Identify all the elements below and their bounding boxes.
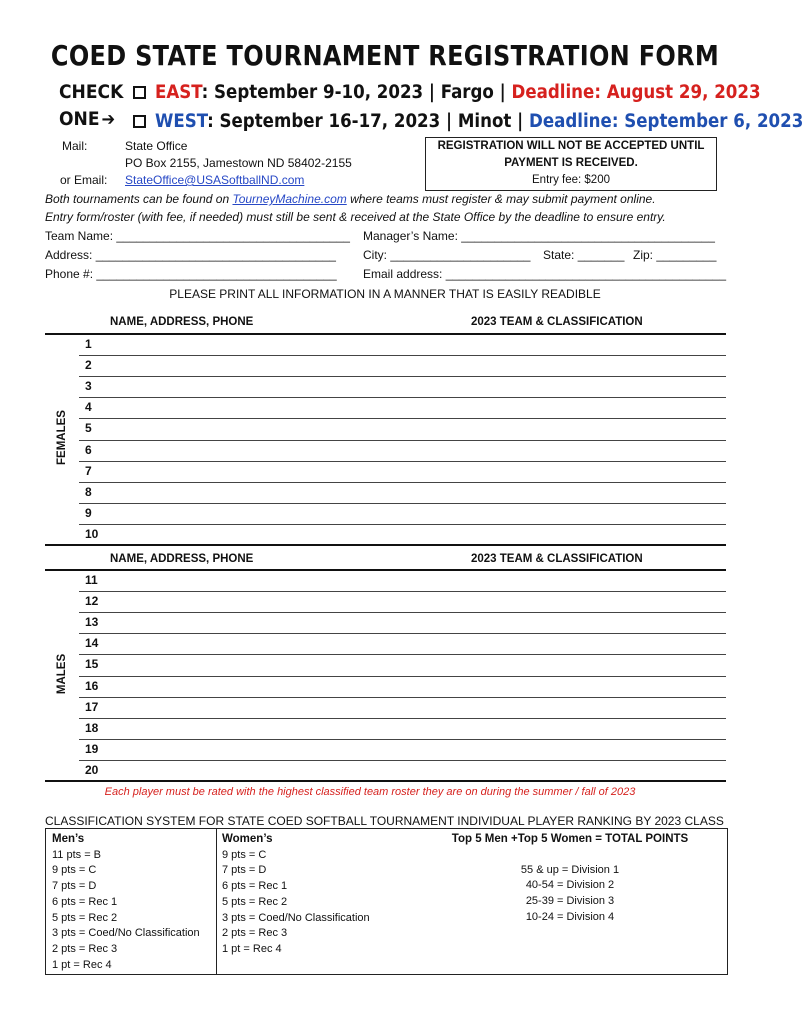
info-text-post: where teams must register & may submit payment online. xyxy=(346,192,656,206)
arrow-right-icon: ➔ xyxy=(101,109,116,130)
option-west[interactable] xyxy=(133,111,803,132)
notice-fee: Entry fee: $200 xyxy=(532,174,610,186)
mens-title: Men’s xyxy=(52,833,85,845)
roster-row-number: 9 xyxy=(85,505,92,520)
roster-row-number: 20 xyxy=(85,762,99,777)
list-item: 5 pts = Rec 2 xyxy=(52,911,118,924)
state-field[interactable]: State: _______ xyxy=(543,248,625,262)
roster-row-number: 14 xyxy=(85,636,99,651)
roster-row-line[interactable] xyxy=(79,397,726,398)
males-label: MALES xyxy=(56,653,68,695)
list-item: 40-54 = Division 2 xyxy=(525,879,615,892)
roster-row-number: 7 xyxy=(85,463,92,478)
option-east[interactable] xyxy=(133,82,761,103)
notice-line1: REGISTRATION WILL NOT BE ACCEPTED UNTIL xyxy=(437,140,705,152)
info-line1 xyxy=(45,192,656,206)
roster-row-line[interactable] xyxy=(79,591,726,592)
roster-row-number: 12 xyxy=(85,594,99,609)
one-label: ONE xyxy=(59,108,100,130)
list-item: 5 pts = Rec 2 xyxy=(222,895,288,908)
females-bottom-rule xyxy=(45,544,726,546)
roster-row-line[interactable] xyxy=(79,376,726,377)
roster-row-number: 11 xyxy=(85,573,98,587)
list-item: 1 pt = Rec 4 xyxy=(222,942,282,955)
list-item: 2 pts = Rec 3 xyxy=(52,942,118,955)
west-checkbox[interactable] xyxy=(133,115,146,128)
list-item: 10-24 = Division 4 xyxy=(525,910,615,923)
team-name-field[interactable]: Team Name: ___________________________________ xyxy=(45,229,350,243)
roster-row-line[interactable] xyxy=(79,503,726,504)
list-item: 3 pts = Coed/No Classification xyxy=(52,927,200,940)
roster-row-number: 4 xyxy=(85,400,92,415)
roster-row-line[interactable] xyxy=(79,676,726,677)
east-checkbox[interactable] xyxy=(133,86,146,99)
address-field[interactable]: Address: ____________________________________ xyxy=(45,248,336,262)
classification-heading: CLASSIFICATION SYSTEM FOR STATE COED SOFTBALL TOURNAMENT INDIVIDUAL PLAYER RANKING BY 2023 CLASS xyxy=(45,814,724,828)
totals-column xyxy=(425,832,715,926)
east-deadline: Deadline: August 29, 2023 xyxy=(511,82,761,103)
roster-row-line[interactable] xyxy=(79,612,726,613)
roster-row-line[interactable] xyxy=(79,482,726,483)
list-item: 1 pt = Rec 4 xyxy=(52,958,112,971)
womens-column xyxy=(222,832,370,958)
males-col-team: 2023 TEAM & CLASSIFICATION xyxy=(471,553,643,565)
roster-row-line[interactable] xyxy=(79,654,726,655)
payment-notice-box xyxy=(425,137,717,191)
males-top-rule xyxy=(45,569,726,571)
city-field[interactable]: City: _____________________ xyxy=(363,248,531,262)
roster-row-number: 6 xyxy=(85,442,92,457)
womens-title: Women’s xyxy=(222,833,273,845)
rating-note: Each player must be rated with the highest classified team roster they are on during the summer / fall of 2023 xyxy=(104,786,636,798)
roster-row-number: 16 xyxy=(85,678,99,693)
email-address-field[interactable]: Email address: __________________________________________ xyxy=(363,267,726,281)
roster-row-number: 13 xyxy=(85,615,99,630)
roster-row-number: 10 xyxy=(85,526,99,541)
females-label: FEMALES xyxy=(56,410,68,465)
totals-title: Top 5 Men +Top 5 Women = TOTAL POINTS xyxy=(451,833,689,845)
roster-row-line[interactable] xyxy=(79,633,726,634)
list-item: 9 pts = C xyxy=(222,848,267,861)
email-label: or Email: xyxy=(60,173,108,187)
phone-field[interactable]: Phone #: ____________________________________ xyxy=(45,267,337,281)
zip-field[interactable]: Zip: _________ xyxy=(633,248,717,262)
manager-name-field[interactable]: Manager’s Name: ______________________________________ xyxy=(363,229,715,243)
roster-row-number: 1 xyxy=(85,337,92,351)
roster-row-line[interactable] xyxy=(79,461,726,462)
mail-line1: State Office xyxy=(125,139,188,153)
mail-line2: PO Box 2155, Jamestown ND 58402-2155 xyxy=(125,156,352,170)
roster-row-line[interactable] xyxy=(79,760,726,761)
tourneymachine-link[interactable]: TourneyMachine.com xyxy=(232,192,347,206)
list-item: 6 pts = Rec 1 xyxy=(52,895,118,908)
east-name: EAST xyxy=(155,82,202,103)
email-link[interactable]: StateOffice@USASoftballND.com xyxy=(125,173,305,187)
print-notice: PLEASE PRINT ALL INFORMATION IN A MANNER THAT IS EASILY READIBLE xyxy=(169,287,601,301)
notice-line2: PAYMENT IS RECEIVED. xyxy=(504,157,638,169)
west-deadline: Deadline: September 6, 2023 xyxy=(529,111,803,132)
page-title: COED STATE TOURNAMENT REGISTRATION FORM xyxy=(50,39,720,73)
roster-row-number: 17 xyxy=(85,699,99,714)
males-bottom-rule xyxy=(45,780,726,782)
roster-row-number: 3 xyxy=(85,379,92,394)
check-label: CHECK xyxy=(59,81,124,103)
list-item: 2 pts = Rec 3 xyxy=(222,927,288,940)
roster-row-number: 8 xyxy=(85,484,92,499)
females-top-rule xyxy=(45,333,726,335)
list-item: 6 pts = Rec 1 xyxy=(222,880,288,893)
males-col-name: NAME, ADDRESS, PHONE xyxy=(110,553,254,565)
roster-row-number: 5 xyxy=(85,421,92,436)
east-details: : September 9-10, 2023 | Fargo | xyxy=(201,82,512,103)
females-col-team: 2023 TEAM & CLASSIFICATION xyxy=(471,316,643,328)
roster-row-line[interactable] xyxy=(79,739,726,740)
roster-row-line[interactable] xyxy=(79,440,726,441)
roster-row-number: 19 xyxy=(85,741,99,756)
roster-row-number: 18 xyxy=(85,720,99,735)
roster-row-line[interactable] xyxy=(79,355,726,356)
roster-row-line[interactable] xyxy=(79,524,726,525)
list-item: 11 pts = B xyxy=(52,848,102,861)
list-item: 7 pts = D xyxy=(52,880,97,893)
west-details: : September 16-17, 2023 | Minot | xyxy=(207,111,530,132)
info-text-pre: Both tournaments can be found on xyxy=(45,192,233,206)
mens-column xyxy=(52,832,200,973)
list-item: 9 pts = C xyxy=(52,864,97,877)
list-item: 55 & up = Division 1 xyxy=(520,863,620,876)
roster-row-number: 2 xyxy=(85,358,92,373)
list-item: 7 pts = D xyxy=(222,864,267,877)
list-item: 3 pts = Coed/No Classification xyxy=(222,911,370,924)
roster-row-line[interactable] xyxy=(79,718,726,719)
list-item: 25-39 = Division 3 xyxy=(525,895,615,908)
mail-label: Mail: xyxy=(62,139,88,153)
roster-row-line[interactable] xyxy=(79,418,726,419)
roster-row-number: 15 xyxy=(85,657,99,672)
check-one-label xyxy=(59,108,115,130)
column-divider xyxy=(216,828,217,975)
females-col-name: NAME, ADDRESS, PHONE xyxy=(110,316,254,328)
west-name: WEST xyxy=(155,111,208,132)
roster-row-line[interactable] xyxy=(79,697,726,698)
info-line2: Entry form/roster (with fee, if needed) must still be sent & received at the State Office by the deadline to ensure entry. xyxy=(45,210,666,224)
